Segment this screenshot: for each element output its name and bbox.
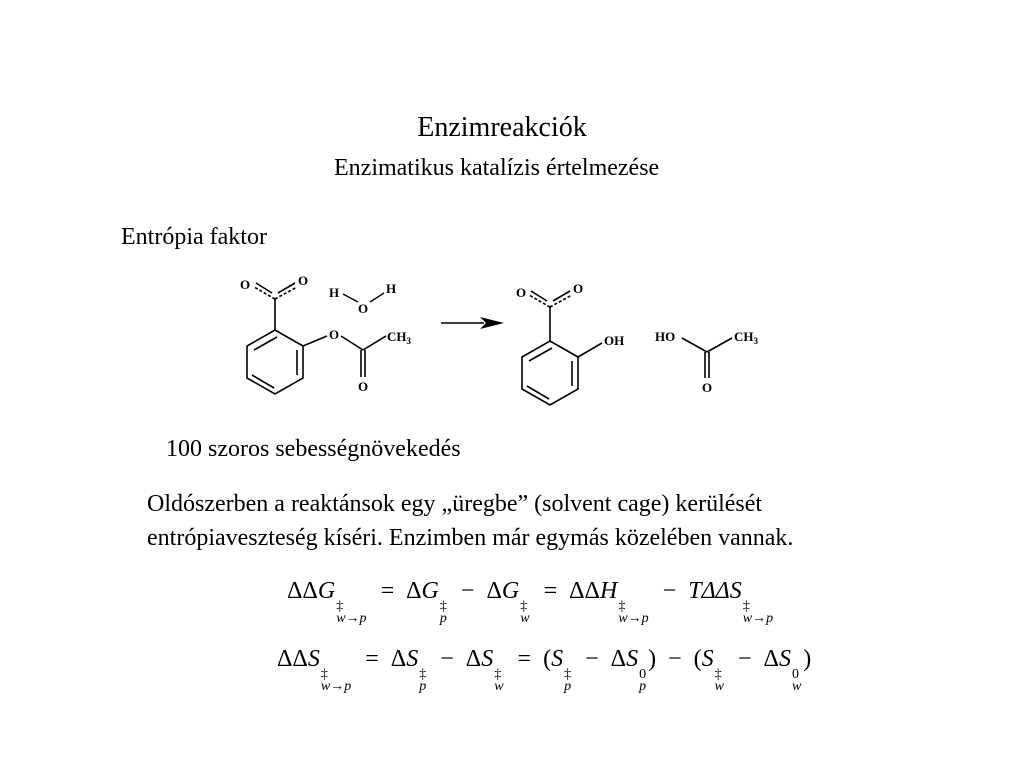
eq-subscript: w xyxy=(791,679,802,694)
eq-operator: − xyxy=(440,646,454,672)
carboxyl-partial-bond xyxy=(553,291,570,301)
eq-superscript: ‡ xyxy=(419,667,427,682)
eq-subscript: w xyxy=(714,679,724,694)
eq-variable: S xyxy=(778,646,791,672)
eq-scripts xyxy=(564,669,571,693)
eq-operator: = xyxy=(543,578,558,604)
eq-term: ΔΔ xyxy=(569,578,600,604)
eq-operator: − xyxy=(585,646,599,672)
ester-bond xyxy=(341,336,363,350)
oh-bond xyxy=(370,293,384,302)
carboxyl-partial-bond xyxy=(256,283,272,293)
label-o: O xyxy=(358,301,369,316)
eq-paren: ( xyxy=(693,646,702,672)
label-subscript: 3 xyxy=(406,336,411,346)
hydroxyl-bond xyxy=(578,343,602,357)
label-subscript: 3 xyxy=(753,336,758,346)
label-oh: OH xyxy=(604,333,625,348)
eq-scripts xyxy=(743,601,773,625)
label-o: O xyxy=(573,281,584,296)
eq-term: Δ xyxy=(406,578,422,604)
eq-scripts xyxy=(792,669,801,693)
eq-subscript: p xyxy=(419,679,427,694)
eq-scripts xyxy=(336,601,366,625)
eq-term: ΔΔ xyxy=(277,646,308,672)
eq-operator: − xyxy=(737,646,752,672)
eq-variable: G xyxy=(317,578,336,604)
eq-superscript: ‡ xyxy=(520,599,528,614)
slide-title-text: Enzimreakciók xyxy=(417,112,587,143)
eq-superscript: ‡ xyxy=(494,667,502,682)
paragraph-line: entrópiaveszteség kíséri. Enzimben már egymás közelében vannak. xyxy=(147,525,794,551)
product-salicylate xyxy=(522,291,602,405)
eq-term: Δ xyxy=(390,646,407,672)
eq-variable: S xyxy=(551,646,564,672)
eq-scripts xyxy=(639,669,646,693)
equation-free-energy xyxy=(287,578,775,625)
eq-scripts xyxy=(618,601,648,625)
ring-double-bond xyxy=(252,375,274,388)
eq-subscript: p xyxy=(639,679,647,694)
eq-term: TΔΔ xyxy=(688,578,730,604)
ho-bond xyxy=(682,338,707,352)
eq-superscript: ‡ xyxy=(336,599,344,614)
eq-subscript: w xyxy=(494,679,504,694)
eq-subscript: w→p xyxy=(742,611,774,626)
eq-operator: = xyxy=(365,646,379,672)
eq-term: ΔΔ xyxy=(287,578,318,604)
product-acetic-acid xyxy=(682,338,732,378)
label-ch-text: CH xyxy=(734,329,754,344)
eq-variable: S xyxy=(406,646,419,672)
eq-operator: − xyxy=(662,578,677,604)
eq-subscript: w→p xyxy=(336,611,367,626)
explanation-paragraph xyxy=(147,487,947,555)
ring-double-bond xyxy=(529,348,552,361)
equation-entropy xyxy=(277,646,811,693)
reaction-arrow xyxy=(441,317,504,329)
paragraph-line: Oldószerben a reaktánsok egy „üregbe” (solvent cage) kerülését xyxy=(147,491,763,517)
eq-operator: = xyxy=(380,578,395,604)
eq-variable: G xyxy=(421,578,439,604)
slide-subtitle: Enzimatikus katalízis értelmezése xyxy=(334,155,660,181)
label-h: H xyxy=(386,281,397,296)
eq-subscript: w→p xyxy=(320,679,352,694)
eq-subscript: p xyxy=(439,611,447,626)
eq-term: Δ xyxy=(763,646,779,672)
eq-paren: ) xyxy=(648,646,657,672)
eq-superscript: ‡ xyxy=(439,599,447,614)
label-ho: HO xyxy=(655,329,676,344)
eq-scripts xyxy=(440,601,447,625)
label-ch-text: CH xyxy=(387,329,407,344)
eq-scripts xyxy=(321,669,351,693)
label-ch xyxy=(387,329,412,346)
eq-superscript: ‡ xyxy=(714,667,722,682)
label-h: H xyxy=(329,285,340,300)
eq-variable: S xyxy=(481,646,494,672)
eq-operator: = xyxy=(517,646,532,672)
eq-variable: H xyxy=(599,578,618,604)
ring-double-bond xyxy=(527,386,549,399)
methyl-bond xyxy=(363,336,386,350)
carboxyl-partial-bond xyxy=(531,291,547,301)
eq-superscript: ‡ xyxy=(320,667,328,682)
eq-subscript: w→p xyxy=(618,611,649,626)
benzene-ring-2 xyxy=(522,341,578,405)
eq-superscript: ‡ xyxy=(618,599,626,614)
reactant-aspirin xyxy=(247,283,386,394)
label-o: O xyxy=(358,379,369,394)
eq-variable: G xyxy=(501,578,520,604)
eq-scripts xyxy=(715,669,724,693)
eq-variable: S xyxy=(729,578,742,604)
eq-scripts xyxy=(520,601,529,625)
eq-operator: − xyxy=(460,578,475,604)
ring-double-bond xyxy=(254,337,277,350)
carboxyl-partial-bond xyxy=(278,283,295,293)
speedup-text: 100 szoros sebességnövekedés xyxy=(166,436,461,462)
eq-paren: ( xyxy=(543,646,552,672)
label-o: O xyxy=(240,277,251,292)
label-o: O xyxy=(702,380,713,395)
label-o: O xyxy=(516,285,527,300)
eq-superscript: ‡ xyxy=(564,667,572,682)
eq-scripts xyxy=(494,669,503,693)
eq-term: Δ xyxy=(465,646,482,672)
eq-variable: S xyxy=(307,646,320,672)
eq-term: Δ xyxy=(610,646,627,672)
section-heading: Entrópia faktor xyxy=(121,224,267,250)
eq-superscript: ‡ xyxy=(742,599,750,614)
eq-operator: − xyxy=(668,646,682,672)
eq-superscript: 0 xyxy=(639,667,647,682)
ester-bond xyxy=(303,336,327,346)
oh-bond xyxy=(343,294,358,302)
methyl-bond xyxy=(707,338,732,352)
eq-paren: ) xyxy=(803,646,812,672)
eq-variable: S xyxy=(626,646,639,672)
eq-subscript: p xyxy=(564,679,572,694)
eq-variable: S xyxy=(701,646,714,672)
eq-term: Δ xyxy=(486,578,502,604)
eq-subscript: w xyxy=(520,611,530,626)
label-o: O xyxy=(329,327,340,342)
label-ch xyxy=(734,329,759,346)
benzene-ring-1 xyxy=(247,330,303,394)
eq-superscript: 0 xyxy=(791,667,799,682)
label-o: O xyxy=(298,273,309,288)
eq-scripts xyxy=(419,669,426,693)
